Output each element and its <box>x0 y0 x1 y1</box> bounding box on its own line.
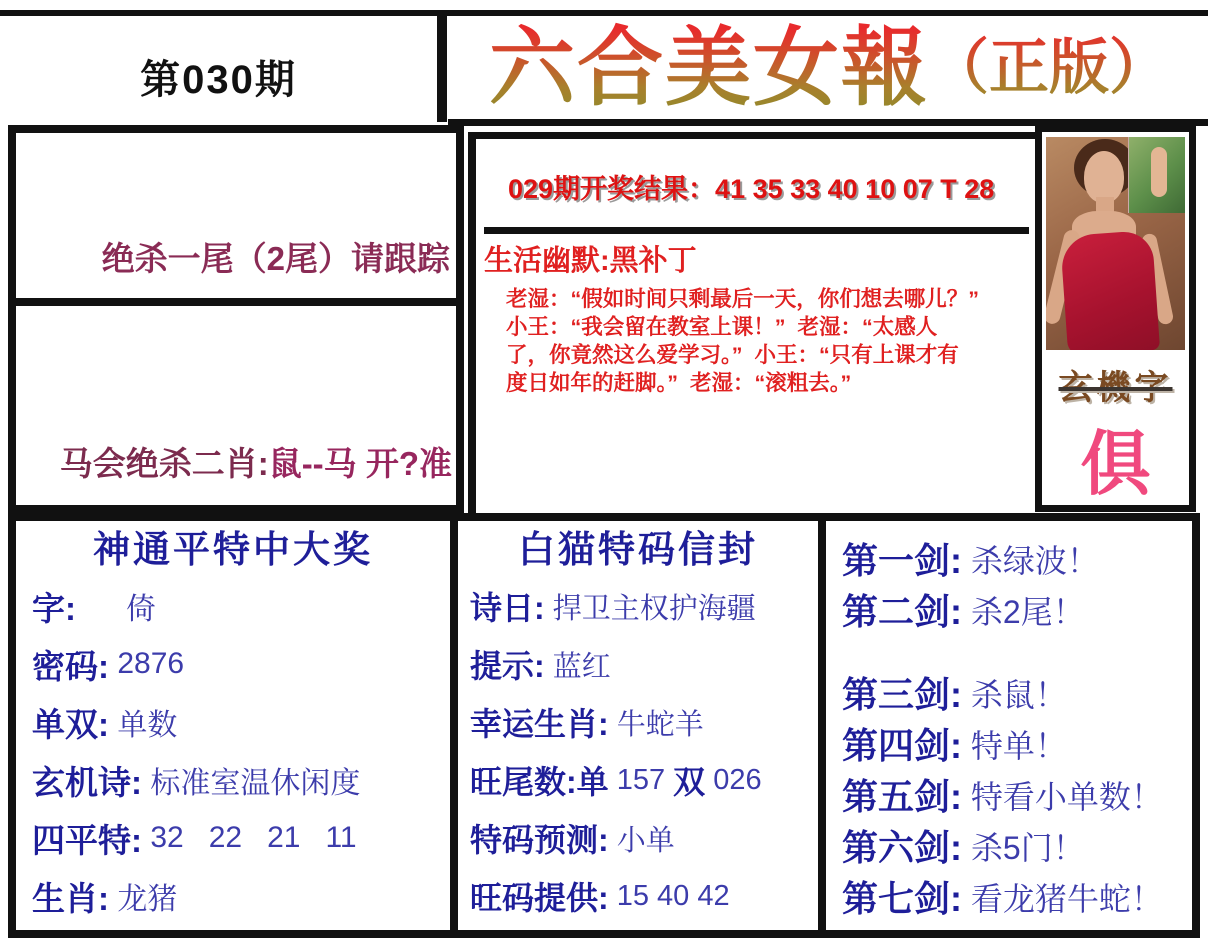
joke-line: 小王：“我会留在教室上课！” 老湿：“太感人 <box>506 315 938 339</box>
bottom-divider-2 <box>818 521 826 930</box>
kill-tail-line: 绝杀一尾（2尾）请跟踪 <box>101 240 450 277</box>
prediction-label: 玄机诗: <box>32 763 142 801</box>
prediction-row <box>826 533 1192 584</box>
prediction-row <box>458 577 818 635</box>
prediction-label: 第一剑: <box>842 540 962 581</box>
header-vertical-divider <box>437 16 447 122</box>
prediction-label: 生肖: <box>32 879 109 917</box>
kill-zodiac-line <box>60 438 452 485</box>
prediction-label: 字: <box>32 589 76 627</box>
prediction-label: 旺码提供: <box>470 880 609 916</box>
prediction-row <box>16 577 450 635</box>
prediction-value: 特单！ <box>962 727 1067 764</box>
prediction-label: 密码: <box>32 647 109 685</box>
prediction-label: 单双: <box>32 705 109 743</box>
prediction-value: 单数 <box>109 709 178 742</box>
col1-rows <box>16 577 450 925</box>
prediction-label: 双 <box>673 764 706 800</box>
prediction-label: 第四剑: <box>842 725 962 766</box>
photo-art-face <box>1084 151 1124 203</box>
mystery-character: 俱 <box>1080 425 1151 503</box>
prediction-row <box>16 693 450 751</box>
prediction-value: 32 22 21 11 <box>142 821 357 854</box>
prediction-label: 四平特: <box>32 821 142 859</box>
photo-panel <box>1035 125 1196 512</box>
col-shentong-pingte <box>16 521 450 930</box>
prediction-label: 第五剑: <box>842 776 962 817</box>
prediction-row <box>16 809 450 867</box>
prediction-label: 特码预测: <box>470 822 609 858</box>
humor-title: 生活幽默:黑补丁 <box>484 245 697 277</box>
prediction-label: 诗日: <box>470 590 545 626</box>
prediction-label: 第七剑: <box>842 878 962 919</box>
prediction-row <box>458 867 818 925</box>
prediction-row <box>16 635 450 693</box>
predictions-section <box>8 513 1200 938</box>
col-seven-swords <box>826 521 1192 930</box>
inset-photo-figure <box>1151 147 1167 197</box>
prediction-value: 2876 <box>109 647 185 680</box>
col1-title: 神通平特中大奖 <box>93 529 373 570</box>
prediction-value: 157 <box>608 763 674 796</box>
prediction-row <box>826 667 1192 718</box>
previous-draw-result: 029期开奖结果：41 35 33 40 10 07 T 28 <box>508 174 995 204</box>
prediction-row <box>826 769 1192 820</box>
prediction-value: 杀5门！ <box>962 829 1085 866</box>
center-divider <box>484 227 1029 234</box>
prediction-row <box>826 718 1192 769</box>
kill-tail-box <box>8 125 464 513</box>
prediction-row <box>826 584 1192 635</box>
col3-rows <box>826 521 1192 922</box>
prediction-label: 幸运生肖: <box>470 706 609 742</box>
masthead-title <box>450 16 1208 120</box>
masthead-title-suffix: （正版） <box>929 33 1169 103</box>
prediction-value: 标准室温休闲度 <box>142 767 361 800</box>
prediction-value: 倚 <box>76 593 157 626</box>
prediction-value: 牛蛇羊 <box>608 708 704 741</box>
prediction-value: 杀2尾！ <box>962 593 1085 630</box>
prediction-value: 捍卫主权护海疆 <box>544 592 756 625</box>
prediction-row <box>458 751 818 809</box>
mystery-word-caption: 玄機字 <box>1058 368 1173 408</box>
model-photo <box>1046 137 1185 350</box>
kill-zodiac-value: 鼠--马 开?准 <box>268 445 452 482</box>
prediction-row <box>826 820 1192 871</box>
prediction-label: 第二剑: <box>842 591 962 632</box>
prediction-label: 第三剑: <box>842 674 962 715</box>
prediction-value: 杀绿波！ <box>962 542 1099 579</box>
joke-line: 老湿：“假如时间只剩最后一天，你们想去哪儿？” <box>506 287 980 311</box>
prediction-row <box>16 867 450 925</box>
humor-joke-text <box>506 285 979 397</box>
issue-number: 第030期 <box>140 58 297 102</box>
prediction-value: 杀鼠！ <box>962 676 1067 713</box>
prediction-row <box>458 693 818 751</box>
prediction-value: 蓝红 <box>544 650 611 683</box>
col-baimao-envelope <box>458 521 818 930</box>
kill-tail-divider <box>8 298 464 306</box>
prediction-value: 026 <box>705 763 762 796</box>
prediction-row <box>458 809 818 867</box>
prediction-label: 第六剑: <box>842 827 962 868</box>
joke-line: 度日如年的赶脚。” 老湿：“滚粗去。” <box>506 371 852 395</box>
prediction-value: 看龙猪牛蛇！ <box>962 880 1163 917</box>
prediction-row <box>826 871 1192 922</box>
bottom-divider-1 <box>450 521 458 930</box>
prediction-label: 旺尾数:单 <box>470 764 609 800</box>
masthead-title-main: 六合美女報 <box>489 17 929 118</box>
prediction-label: 提示: <box>470 648 545 684</box>
col2-rows <box>458 577 818 925</box>
prediction-value: 15 40 42 <box>608 879 730 912</box>
col2-title: 白猫特码信封 <box>518 529 758 570</box>
photo-art-red-dress <box>1060 230 1160 350</box>
result-humor-box <box>468 132 1035 513</box>
prediction-row <box>458 635 818 693</box>
kill-zodiac-label: 马会绝杀二肖: <box>59 445 269 482</box>
joke-line: 了，你竟然这么爱学习。” 小王：“只有上课才有 <box>506 343 959 367</box>
prediction-value: 特看小单数！ <box>962 778 1163 815</box>
prediction-value: 龙猪 <box>109 883 178 916</box>
prediction-value: 小单 <box>608 824 675 857</box>
prediction-row <box>16 751 450 809</box>
inset-photo <box>1128 137 1185 213</box>
